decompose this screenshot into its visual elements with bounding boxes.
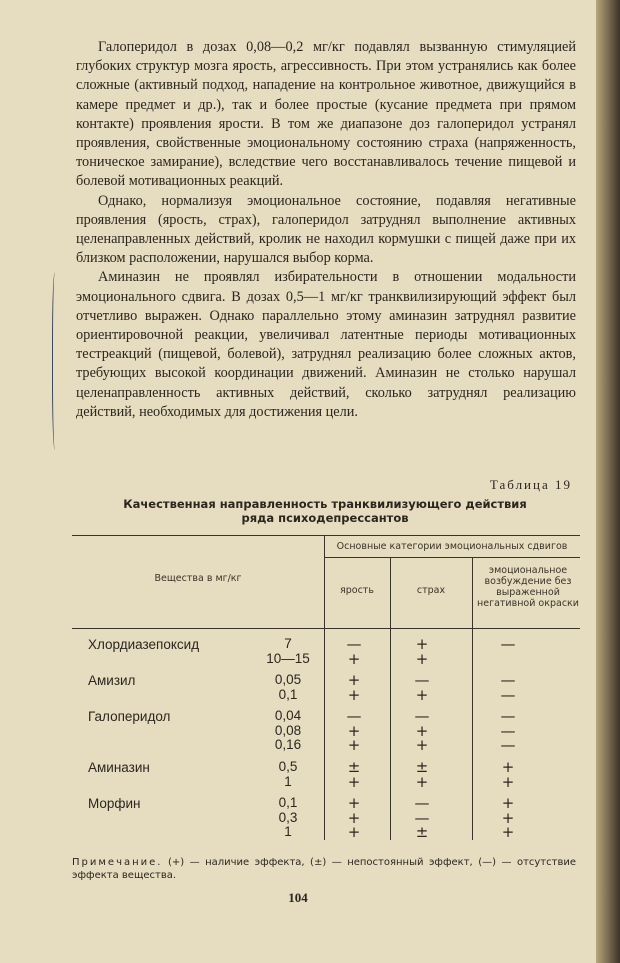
table-title-line-1: Качественная направленность транквилизующего действия	[123, 497, 527, 511]
arousal-effect-mark: —	[500, 685, 516, 704]
fear-effect-mark: ±	[415, 758, 429, 776]
fear-effect-mark: ±	[415, 823, 429, 841]
dose-value: 0,3	[278, 809, 298, 825]
header-bottom-rule	[72, 628, 580, 629]
dose-value: 0,05	[274, 672, 302, 687]
arousal-effect-mark: +	[501, 823, 515, 841]
header-rage: ярость	[340, 585, 374, 596]
note-label: Примечание.	[72, 857, 163, 868]
arousal-effect-mark: +	[501, 772, 515, 791]
dose-value: 0,04	[274, 708, 302, 723]
group-header-rule	[324, 557, 580, 558]
table-label: Таблица 19	[489, 477, 572, 492]
arousal-effect-mark: +	[501, 758, 515, 776]
col-divider-3	[472, 557, 473, 840]
dose-value: 0,1	[278, 686, 298, 702]
fear-effect-mark: +	[415, 649, 429, 668]
table-top-rule	[72, 535, 580, 536]
arousal-effect-mark: —	[500, 707, 516, 725]
rage-effect-mark: —	[346, 635, 362, 653]
dose-value: 0,5	[278, 759, 298, 774]
fear-effect-mark: +	[415, 721, 429, 740]
substance-name: Галоперидол	[88, 709, 171, 724]
arousal-effect-mark: +	[501, 794, 515, 812]
fear-effect-mark: —	[414, 794, 430, 812]
dose-value: 1	[284, 824, 292, 839]
pencil-margin-mark	[52, 272, 59, 450]
rage-effect-mark: —	[346, 707, 362, 725]
table-title	[80, 497, 570, 525]
rage-effect-mark: +	[347, 823, 361, 841]
header-substance: Вещества в мг/кг	[154, 573, 242, 584]
fear-effect-mark: +	[415, 685, 429, 704]
dose-value: 7	[284, 636, 292, 651]
rage-effect-mark: +	[347, 736, 361, 754]
body-text	[76, 38, 576, 422]
paragraph-1: Галоперидол в дозах 0,08—0,2 мг/кг подавлял вызванную стимуляцией глубоких структур мозга ярость, агрессивность. При этом устранялись как более сложные (активный подход, нападение на контрольное животное, движущийся в камере предмет и др.), так и более простые (кусание предмета при прямом контакте) проявления ярости. В том же диапазоне доз галоперидол устранял проявления, свойственные эмоциональному состоянию страха (напряженность, тоническое замирание), вследствие чего восстанавливалось течение пищевой и болевой мотивационных реакций.	[76, 39, 576, 190]
substance-name: Хлордиазепоксид	[88, 637, 200, 652]
page-number: 104	[288, 890, 308, 905]
book-spine	[596, 0, 620, 963]
header-categories: Основные категории эмоциональных сдвигов	[336, 541, 568, 552]
rage-effect-mark: +	[347, 772, 361, 791]
dose-value: 0,16	[274, 737, 302, 752]
fear-effect-mark: —	[414, 671, 430, 689]
fear-effect-mark: +	[415, 772, 429, 791]
rage-effect-mark: ±	[347, 758, 361, 776]
substance-name: Морфин	[88, 796, 141, 811]
arousal-effect-mark: —	[500, 635, 516, 653]
paragraph-2: Однако, нормализуя эмоциональное состояние, подавляя негативные проявления (ярость, страх), галоперидол затруднял выполнение активных целенаправленных действий, кролик не находил кормушки с пищей даже при их близком расположении, нарушался выбор корма.	[76, 192, 576, 267]
fear-effect-mark: —	[414, 707, 430, 725]
arousal-effect-mark: —	[500, 736, 516, 754]
fear-effect-mark: +	[415, 635, 429, 653]
dose-value: 1	[284, 773, 292, 789]
paragraph-3: Аминазин не проявлял избирательности в отношении модальности эмоционального сдвига. В дозах 0,5—1 мг/кг транквилизирующий эффект был отчетливо выражен. Однако параллельно этому аминазин затруднял развитие ориентировочной реакции, увеличивал латентные периоды мотивационных тестреакций (пищевой, болевой), затруднял реализацию более сложных актов, требующих высокой координации движений. Аминазин не столько нарушал целенаправленность активных действий, сколько затруднял реализацию действий, необходимых для достижения цели.	[76, 269, 576, 420]
arousal-effect-mark: +	[501, 808, 515, 827]
dose-value: 0,1	[278, 795, 298, 810]
arousal-effect-mark: —	[500, 721, 516, 740]
table-note	[72, 856, 576, 882]
dose-value: 0,08	[274, 722, 302, 738]
dose-value: 10—15	[266, 650, 310, 666]
rage-effect-mark: +	[347, 649, 361, 668]
rage-effect-mark: +	[347, 685, 361, 704]
substance-name: Амизил	[88, 673, 136, 688]
fear-effect-mark: +	[415, 736, 429, 754]
header-arousal: эмоциональное возбуждение без выраженной негативной окраски	[477, 565, 579, 609]
substance-name: Аминазин	[88, 760, 150, 775]
rage-effect-mark: +	[347, 721, 361, 740]
col-divider-2	[390, 557, 391, 840]
fear-effect-mark: —	[414, 808, 430, 827]
note-text: (+) — наличие эффекта, (±) — непостоянный эффект, (—) — отсутствие эффекта вещества.	[72, 857, 577, 881]
rage-effect-mark: +	[347, 794, 361, 812]
arousal-effect-mark: —	[500, 671, 516, 689]
table-title-line-2: ряда психодепрессантов	[241, 511, 409, 525]
rage-effect-mark: +	[347, 808, 361, 827]
header-fear: страх	[416, 585, 446, 596]
rage-effect-mark: +	[347, 671, 361, 689]
